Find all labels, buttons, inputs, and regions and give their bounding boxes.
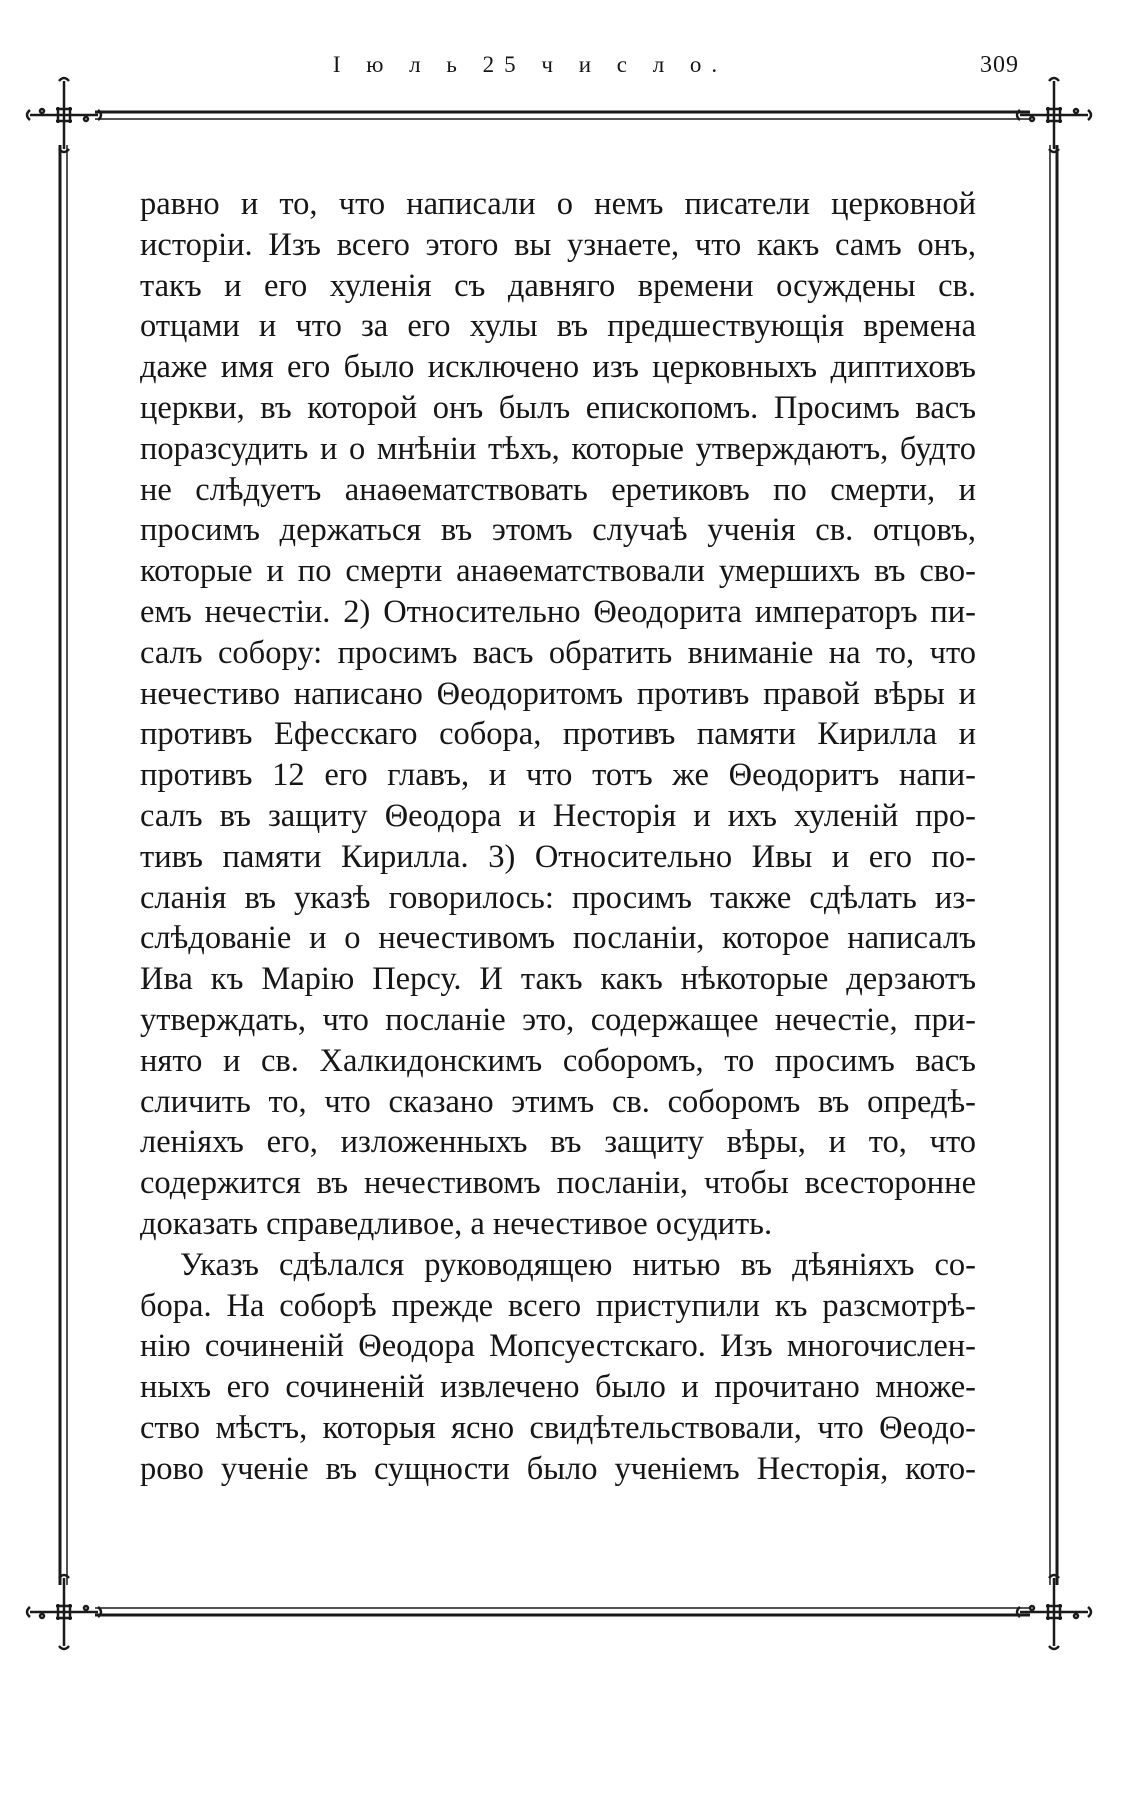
text-line: тивъ памяти Кирилла. 3) Относительно Ивы и его по- <box>140 838 976 875</box>
text-line: сличить то, что сказано этимъ св. соборомъ въ опредѣ- <box>140 1083 976 1120</box>
text-line: ство мѣстъ, которыя ясно свидѣтельствовали, что Θеодо- <box>140 1409 976 1446</box>
paragraph-2 <box>140 1245 976 1490</box>
text-line: слѣдованіе и о нечестивомъ посланіи, которое написалъ <box>140 920 976 957</box>
text-line: доказать справедливое, а нечестивое осудить. <box>140 1205 773 1242</box>
body-text <box>140 184 976 1490</box>
text-line: поразсудить и о мнѣніи тѣхъ, которые утверждаютъ, будто <box>140 430 976 467</box>
text-line: которые и по смерти анаѳематствовали умершихъ въ сво- <box>140 553 976 590</box>
corner-ornament-icon <box>27 1575 101 1649</box>
text-line: отцами и что за его хулы въ предшествующія времена <box>140 308 976 345</box>
corner-ornament-icon <box>1017 78 1091 152</box>
text-line: салъ собору: просимъ васъ обратить вниманіе на то, что <box>140 634 976 671</box>
corner-ornament-icon <box>27 78 101 152</box>
running-title: I ю л ь 25 ч и с л о. <box>332 52 728 77</box>
text-line: рово ученіе въ сущности было ученіемъ Несторія, кото- <box>140 1450 976 1487</box>
page-number: 309 <box>980 52 1019 78</box>
text-line: противъ Ефесскаго собора, противъ памяти Кирилла и <box>140 716 976 753</box>
text-line: салъ въ защиту Θеодора и Несторія и ихъ хуленій про- <box>140 797 976 834</box>
text-line: даже имя его было исключено изъ церковныхъ диптиховъ <box>140 349 976 386</box>
text-line: Ива къ Марію Персу. И такъ какъ нѣкоторые дерзаютъ <box>140 961 976 998</box>
text-line: сланія въ указѣ говорилось: просимъ также сдѣлать из- <box>140 879 976 916</box>
text-line: ныхъ его сочиненій извлечено было и прочитано множе- <box>140 1369 976 1406</box>
text-line: церкви, въ которой онъ былъ епископомъ. Просимъ васъ <box>140 389 976 426</box>
corner-ornament-icon <box>1017 1575 1091 1649</box>
text-line: исторіи. Изъ всего этого вы узнаете, что какъ самъ онъ, <box>140 226 976 263</box>
text-line: утверждать, что посланіе это, содержащее нечестіе, при- <box>140 1001 976 1038</box>
text-line: равно и то, что написали о немъ писатели церковной <box>140 186 976 222</box>
text-line: просимъ держаться въ этомъ случаѣ ученія св. отцовъ, <box>140 512 976 549</box>
text-line: Указъ сдѣлался руководящею нитью въ дѣяніяхъ со- <box>180 1246 976 1283</box>
text-line: не слѣдуетъ анаѳематствовать еретиковъ по смерти, и <box>140 471 976 508</box>
text-line: емъ нечестіи. 2) Относительно Θеодорита императоръ пи- <box>140 593 976 630</box>
text-line: нечестиво написано Θеодоритомъ противъ правой вѣры и <box>140 675 976 712</box>
text-line: бора. На соборѣ прежде всего приступили къ разсмотрѣ- <box>140 1287 976 1324</box>
text-line: содержится въ нечестивомъ посланіи, чтобы всесторонне <box>140 1165 976 1202</box>
text-line: нято и св. Халкидонскимъ соборомъ, то просимъ васъ <box>140 1042 976 1079</box>
text-line: нію сочиненій Θеодора Мопсуестскаго. Изъ многочислен- <box>140 1328 976 1365</box>
text-line: противъ 12 его главъ, и что тотъ же Θеодоритъ напи- <box>140 757 976 794</box>
paragraph-1 <box>140 184 976 1245</box>
text-line: такъ и его хуленія съ давняго времени осуждены св. <box>140 267 976 304</box>
text-line: леніяхъ его, изложенныхъ въ защиту вѣры, и то, что <box>140 1124 976 1161</box>
